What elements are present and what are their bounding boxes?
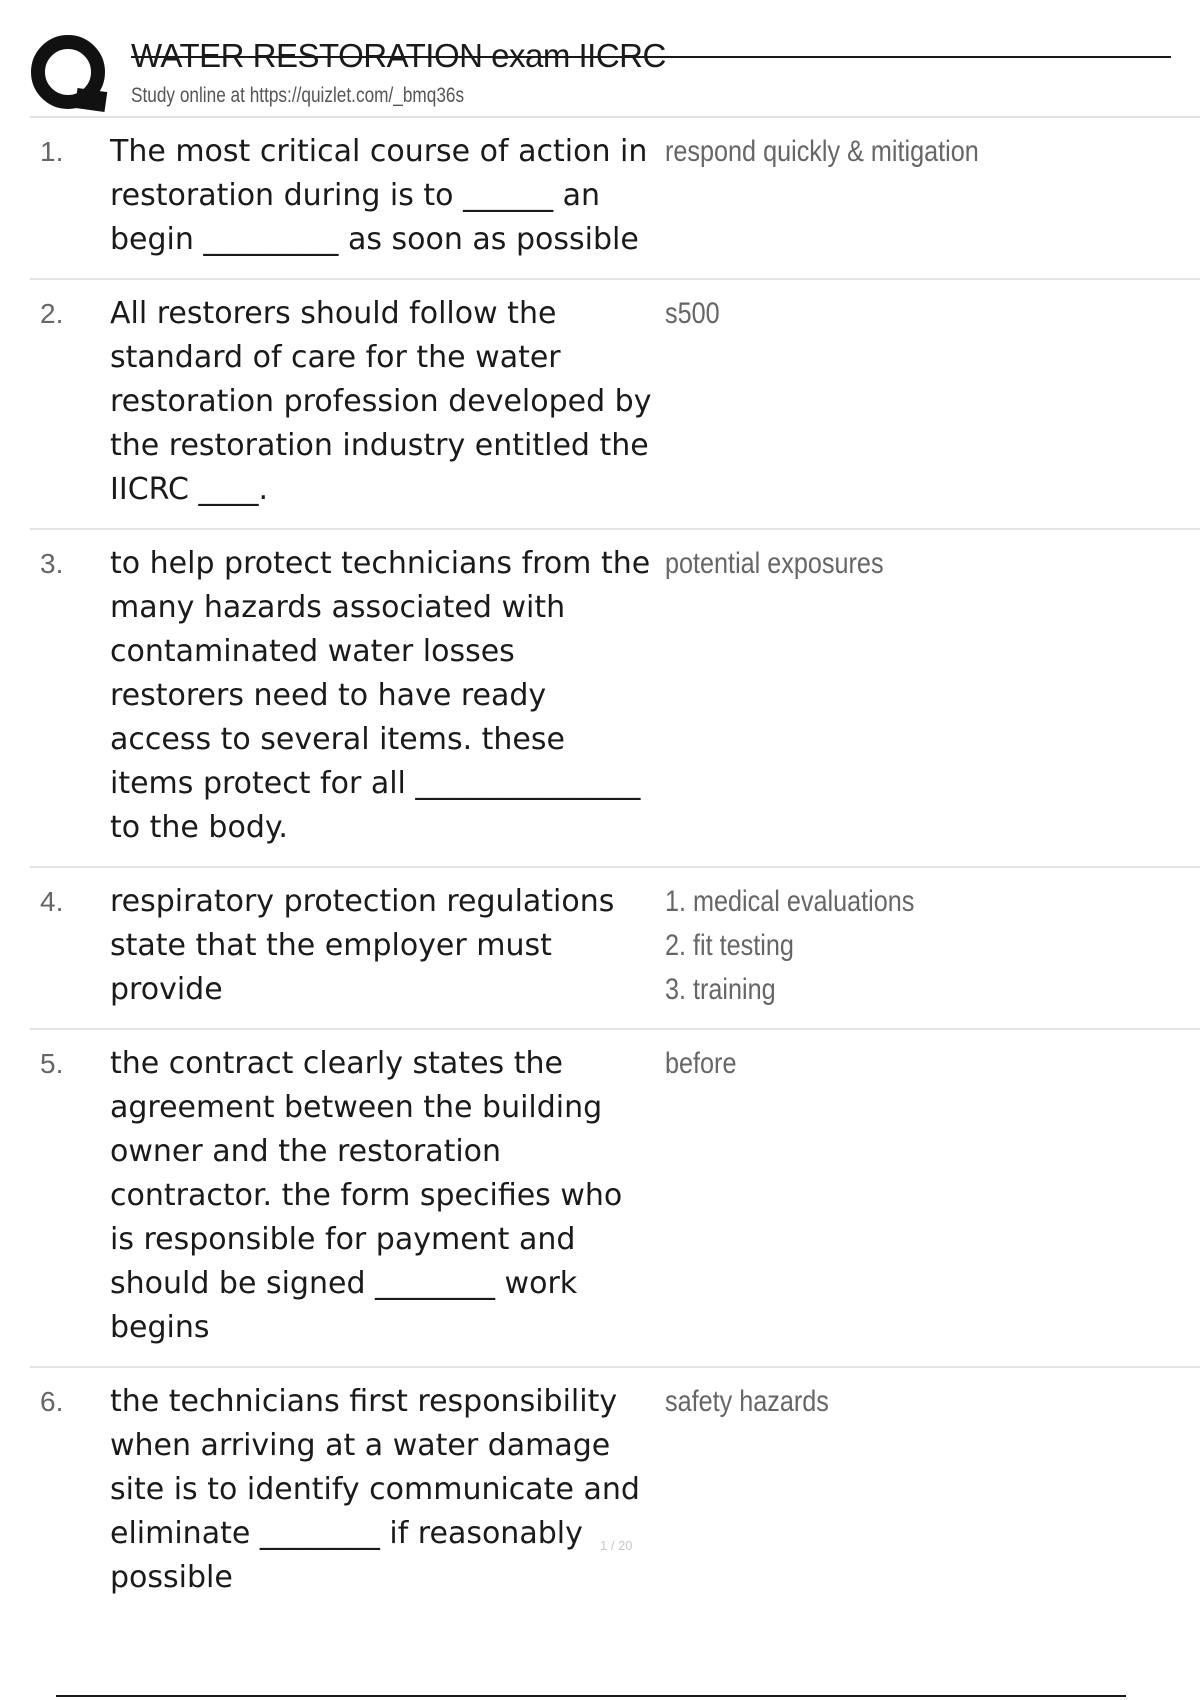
- study-link[interactable]: Study online at https://quizlet.com/_bmq36s: [131, 84, 465, 107]
- card-number: 3.: [40, 548, 64, 579]
- flashcard-list: [30, 118, 1200, 1616]
- card-term: respiratory protection regulations state that the employer must provide: [110, 884, 615, 1007]
- card-term: All restorers should follow the standard of care for the water restoration profession developed by the restoration industry entitled the IICRC ____.: [110, 296, 652, 507]
- card-number: 5.: [40, 1048, 64, 1079]
- card-definition: 1. medical evaluations 2. fit testing 3. training: [665, 885, 915, 1006]
- card-number: 1.: [40, 136, 64, 167]
- flashcard-row: [30, 1030, 1200, 1368]
- card-number: 4.: [40, 886, 64, 917]
- card-definition: potential exposures: [665, 547, 884, 580]
- card-definition: s500: [665, 297, 720, 330]
- card-definition: respond quickly & mitigation: [665, 135, 979, 168]
- card-number: 2.: [40, 298, 64, 329]
- card-definition: safety hazards: [665, 1385, 829, 1418]
- card-term: The most critical course of action in restoration during is to ______ an begin _________ as soon as possible: [110, 134, 648, 257]
- page-header: [30, 28, 1145, 118]
- card-term: the contract clearly states the agreement between the building owner and the restoration contractor. the form specifies who is responsible for payment and should be signed ________ work begins: [110, 1046, 623, 1345]
- flashcard-row: [30, 530, 1200, 868]
- flashcard-row: [30, 118, 1200, 280]
- flashcard-row: [30, 1368, 1200, 1616]
- quizlet-logo-icon: [30, 34, 112, 116]
- card-definition: before: [665, 1047, 737, 1080]
- card-term: the technicians first responsibility when arriving at a water damage site is to identify communicate and eliminate ________ if reasonably possible: [110, 1384, 640, 1595]
- card-term: to help protect technicians from the many hazards associated with contaminated water losses restorers need to have ready access to several items. these items protect for all _______________ to the body.: [110, 546, 651, 845]
- footer-divider: [56, 1695, 1126, 1697]
- page-number: 1 / 20: [600, 1538, 633, 1553]
- card-number: 6.: [40, 1386, 64, 1417]
- document-title: WATER RESTORATION exam IICRC: [131, 37, 666, 74]
- flashcard-row: [30, 868, 1200, 1030]
- flashcard-row: [30, 280, 1200, 530]
